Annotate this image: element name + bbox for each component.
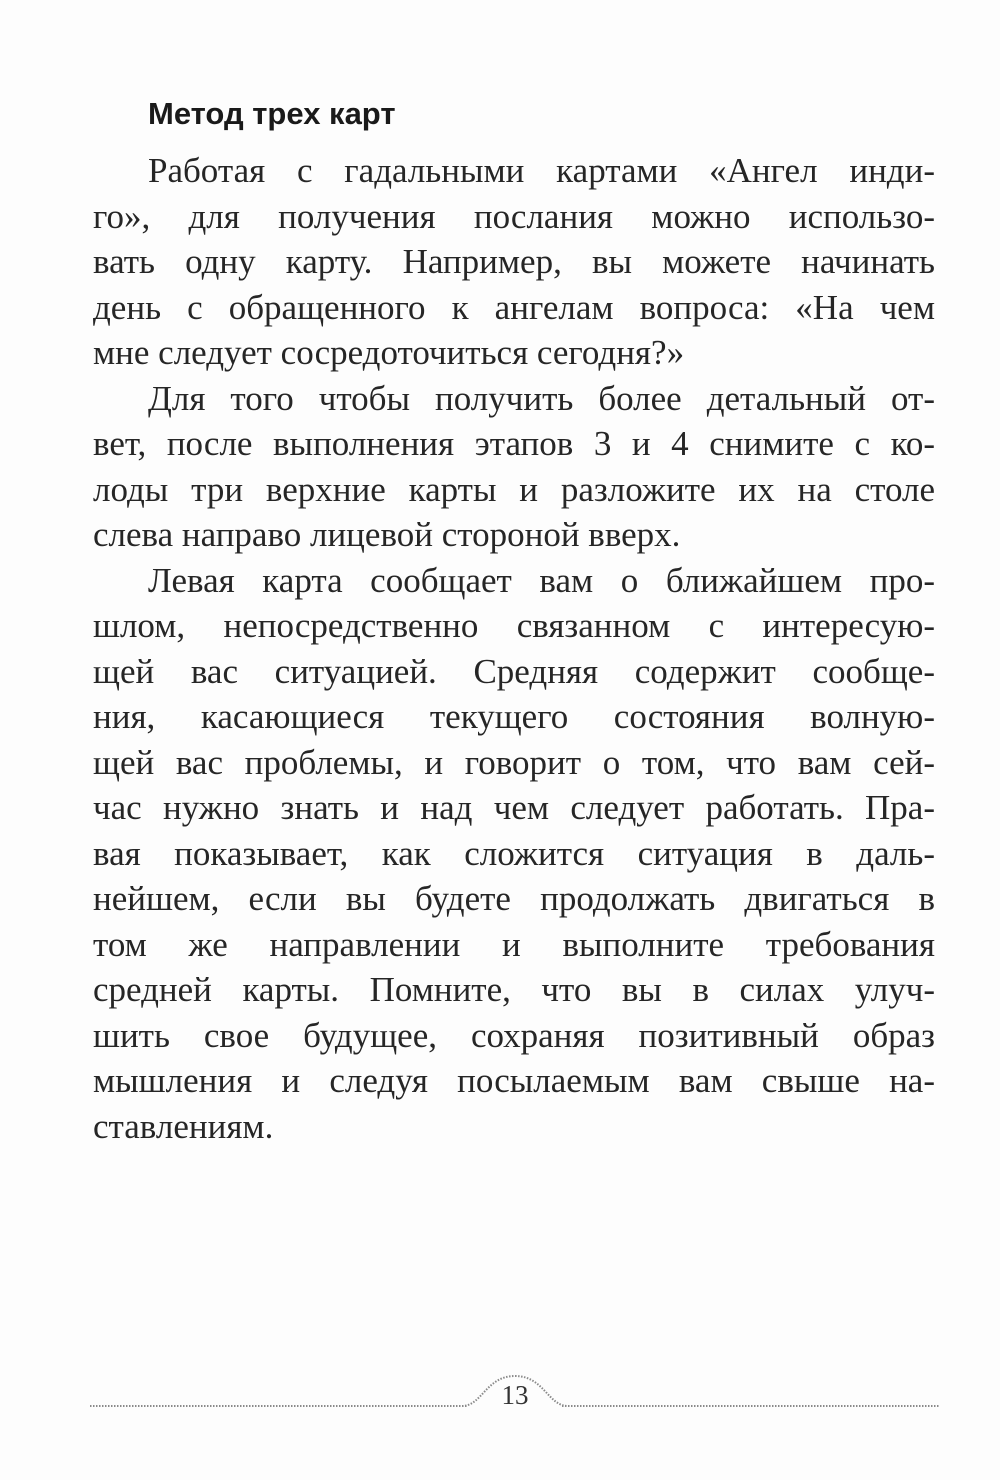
- text-line: Для того чтобы получить более детальный от-: [148, 378, 935, 418]
- text-line: щей вас ситуацией. Средняя содержит сообще-: [93, 651, 935, 691]
- paragraph-2: [93, 376, 935, 558]
- text-line: нейшем, если вы будете продолжать двигаться в: [93, 879, 935, 918]
- text-line: мне следует сосредоточиться сегодня?»: [93, 333, 685, 372]
- text-line: вая показывает, как сложится ситуация в даль-: [93, 833, 935, 873]
- text-line: щей вас проблемы, и говорит о том, что вам сей-: [93, 742, 935, 782]
- text-line: шлом, непосредственно связанном с интересую-: [93, 606, 935, 645]
- text-line: час нужно знать и над чем следует работать. Пра-: [93, 788, 935, 827]
- text-line: том же направлении и выполните требования: [93, 924, 935, 964]
- text-line: лоды три верхние карты и разложите их на столе: [93, 469, 935, 509]
- text-line: Левая карта сообщает вам о ближайшем про-: [148, 560, 935, 600]
- body-text: [93, 148, 935, 1149]
- section-heading: Метод трех карт: [148, 96, 396, 131]
- text-line: мышления и следуя посылаемым вам свыше на-: [93, 1061, 935, 1100]
- page-footer: [90, 1370, 940, 1430]
- text-line: слева направо лицевой стороной вверх.: [93, 515, 681, 554]
- text-line: день с обращенного к ангелам вопроса: «На чем: [93, 287, 935, 327]
- text-line: го», для получения послания можно использо-: [93, 196, 935, 236]
- text-line: средней карты. Помните, что вы в силах улуч-: [93, 970, 935, 1009]
- text-line: Работая с гадальными картами «Ангел инди-: [148, 151, 935, 190]
- text-line: вет, после выполнения этапов 3 и 4 снимите с ко-: [93, 424, 935, 463]
- page-number: 13: [501, 1380, 529, 1410]
- paragraph-3: [93, 558, 935, 1150]
- text-line: ставлениям.: [93, 1106, 274, 1146]
- paragraph-1: [93, 148, 935, 376]
- text-line: шить свое будущее, сохраняя позитивный образ: [93, 1015, 935, 1055]
- text-line: вать одну карту. Например, вы можете начинать: [93, 242, 935, 281]
- text-line: ния, касающиеся текущего состояния волную-: [93, 697, 935, 736]
